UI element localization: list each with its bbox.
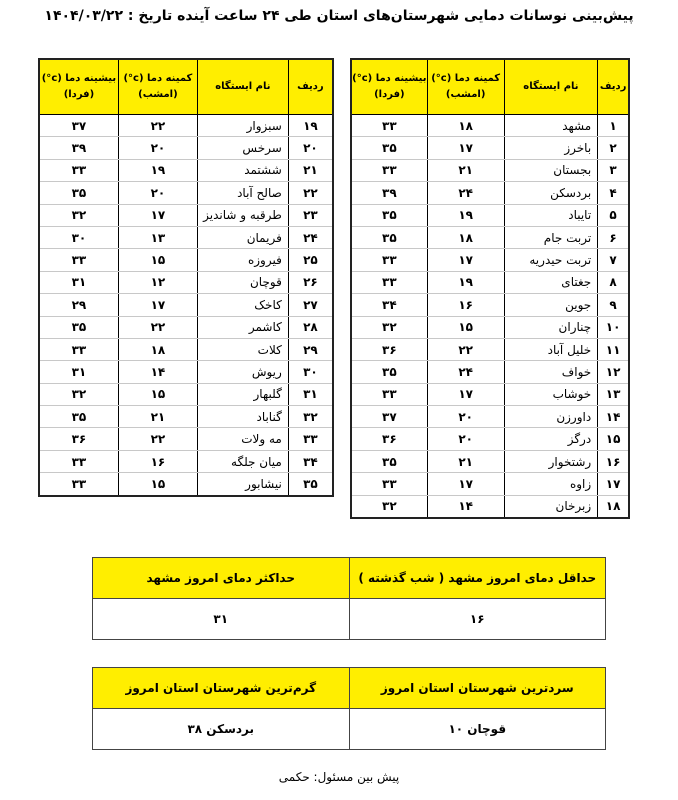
row-number: ۳۵ (288, 473, 333, 496)
province-extremes-table (92, 667, 606, 750)
table-row (351, 473, 629, 495)
station-name: کاشمر (197, 316, 288, 338)
row-number: ۲۸ (288, 316, 333, 338)
min-temp: ۱۳ (118, 226, 197, 248)
header-row-number: ردیف (288, 59, 333, 115)
table-row (39, 204, 333, 226)
max-temp: ۳۲ (351, 316, 427, 338)
row-number: ۲۶ (288, 271, 333, 293)
row-number: ۳۲ (288, 406, 333, 428)
min-temp: ۱۴ (427, 495, 504, 518)
min-temp: ۱۵ (427, 316, 504, 338)
table-row (39, 249, 333, 271)
max-temp: ۳۷ (39, 115, 118, 137)
row-number: ۲۱ (288, 159, 333, 181)
table-row (39, 182, 333, 204)
max-temp: ۲۹ (39, 294, 118, 316)
max-temp: ۳۳ (351, 159, 427, 181)
temperature-table-left (38, 58, 334, 497)
max-temp: ۳۱ (39, 361, 118, 383)
min-temp: ۱۹ (427, 204, 504, 226)
header-max-temp-line1: بیشینه دما (c°) (41, 73, 117, 84)
station-name: خواف (504, 361, 598, 383)
row-number: ۸ (598, 271, 629, 293)
max-temp: ۳۳ (39, 249, 118, 271)
min-temp: ۲۲ (118, 316, 197, 338)
max-temp: ۳۲ (39, 383, 118, 405)
station-name: صالح آباد (197, 182, 288, 204)
max-temp: ۳۰ (39, 226, 118, 248)
min-temp: ۱۷ (427, 473, 504, 495)
table-row (39, 450, 333, 472)
station-name: سرخس (197, 137, 288, 159)
min-temp: ۲۲ (118, 115, 197, 137)
max-temp: ۳۵ (39, 316, 118, 338)
table-row (351, 383, 629, 405)
min-temp: ۱۷ (427, 137, 504, 159)
min-temp: ۲۰ (118, 182, 197, 204)
row-number: ۲۵ (288, 249, 333, 271)
station-name: گناباد (197, 406, 288, 428)
row-number: ۳۱ (288, 383, 333, 405)
mashhad-max-value: ۳۱ (93, 599, 350, 640)
row-number: ۲۳ (288, 204, 333, 226)
table-row (351, 495, 629, 518)
header-max-temp-line2: (فردا) (374, 89, 405, 100)
station-name: گلبهار (197, 383, 288, 405)
row-number: ۱۸ (598, 495, 629, 518)
min-temp: ۱۹ (118, 159, 197, 181)
station-name: فریمان (197, 226, 288, 248)
max-temp: ۳۳ (39, 473, 118, 496)
max-temp: ۳۵ (351, 204, 427, 226)
station-name: زاوه (504, 473, 598, 495)
max-temp: ۳۵ (39, 182, 118, 204)
header-min-temp-line2: (امشب) (138, 89, 178, 100)
table-row (39, 361, 333, 383)
table-header-row (39, 59, 333, 115)
min-temp: ۱۵ (118, 383, 197, 405)
summary-value-row (93, 599, 606, 640)
warmest-city-label: گرم‌ترین شهرستان استان امروز (93, 668, 350, 709)
max-temp: ۳۳ (39, 450, 118, 472)
table-row (39, 294, 333, 316)
station-name: خلیل آباد (504, 338, 598, 360)
row-number: ۳ (598, 159, 629, 181)
station-name: درگز (504, 428, 598, 450)
min-temp: ۱۶ (427, 294, 504, 316)
row-number: ۳۳ (288, 428, 333, 450)
table-row (351, 137, 629, 159)
row-number: ۹ (598, 294, 629, 316)
header-station-name: نام ایستگاه (504, 59, 598, 115)
min-temp: ۲۱ (427, 159, 504, 181)
row-number: ۲۴ (288, 226, 333, 248)
min-temp: ۱۵ (118, 249, 197, 271)
station-name: باخرز (504, 137, 598, 159)
max-temp: ۳۳ (39, 338, 118, 360)
coldest-city-value: قوچان ۱۰ (349, 709, 606, 750)
station-name: فیروزه (197, 249, 288, 271)
table-body (351, 115, 629, 519)
station-name: نیشابور (197, 473, 288, 496)
table-body (39, 115, 333, 496)
row-number: ۲ (598, 137, 629, 159)
mashhad-max-label: حداکثر دمای امروز مشهد (93, 558, 350, 599)
summary-header-row (93, 558, 606, 599)
table-row (351, 115, 629, 137)
max-temp: ۳۵ (351, 361, 427, 383)
max-temp: ۳۵ (39, 406, 118, 428)
row-number: ۲۹ (288, 338, 333, 360)
station-name: تایباد (504, 204, 598, 226)
station-name: خوشاب (504, 383, 598, 405)
coldest-city-label: سردترین شهرستان استان امروز (349, 668, 606, 709)
station-name: سبزوار (197, 115, 288, 137)
table-row (39, 137, 333, 159)
max-temp: ۳۹ (39, 137, 118, 159)
table-row (39, 226, 333, 248)
header-min-temp (427, 59, 504, 115)
max-temp: ۳۴ (351, 294, 427, 316)
row-number: ۶ (598, 226, 629, 248)
min-temp: ۲۴ (427, 182, 504, 204)
header-max-temp (39, 59, 118, 115)
row-number: ۳۴ (288, 450, 333, 472)
min-temp: ۱۷ (118, 294, 197, 316)
header-min-temp (118, 59, 197, 115)
header-row-number: ردیف (598, 59, 629, 115)
max-temp: ۳۳ (351, 249, 427, 271)
table-row (39, 338, 333, 360)
station-name: رشتخوار (504, 450, 598, 472)
max-temp: ۳۳ (351, 271, 427, 293)
min-temp: ۱۲ (118, 271, 197, 293)
station-name: مه ولات (197, 428, 288, 450)
table-row (351, 204, 629, 226)
row-number: ۷ (598, 249, 629, 271)
row-number: ۱۱ (598, 338, 629, 360)
max-temp: ۳۳ (351, 473, 427, 495)
row-number: ۱۴ (598, 406, 629, 428)
max-temp: ۳۳ (39, 159, 118, 181)
row-number: ۱۲ (598, 361, 629, 383)
station-name: داورزن (504, 406, 598, 428)
header-min-temp-line1: کمینه دما (c°) (431, 73, 501, 84)
station-name: بجستان (504, 159, 598, 181)
min-temp: ۱۹ (427, 271, 504, 293)
station-name: کاخک (197, 294, 288, 316)
row-number: ۴ (598, 182, 629, 204)
page-title: پیش‌بینی نوسانات دمایی شهرستان‌های استان طی ۲۴ ساعت آینده تاریخ : ۱۴۰۴/۰۳/۲۲ (44, 8, 634, 24)
station-name: کلات (197, 338, 288, 360)
table-row (351, 450, 629, 472)
row-number: ۱۷ (598, 473, 629, 495)
table-row (351, 361, 629, 383)
station-name: جوین (504, 294, 598, 316)
table-row (351, 182, 629, 204)
mashhad-min-label: حداقل دمای امروز مشهد ( شب گذشته ) (349, 558, 606, 599)
max-temp: ۳۵ (351, 450, 427, 472)
row-number: ۱۵ (598, 428, 629, 450)
table-row (351, 271, 629, 293)
min-temp: ۱۵ (118, 473, 197, 496)
station-name: ششتمد (197, 159, 288, 181)
min-temp: ۲۰ (118, 137, 197, 159)
min-temp: ۱۶ (118, 450, 197, 472)
max-temp: ۳۲ (39, 204, 118, 226)
max-temp: ۳۳ (351, 383, 427, 405)
header-max-temp-line2: (فردا) (63, 89, 95, 100)
row-number: ۱۶ (598, 450, 629, 472)
table-row (39, 115, 333, 137)
min-temp: ۱۸ (427, 226, 504, 248)
station-name: طرقبه و شاندیز (197, 204, 288, 226)
station-name: میان جلگه (197, 450, 288, 472)
table-row (39, 383, 333, 405)
min-temp: ۱۷ (427, 383, 504, 405)
table-row (351, 294, 629, 316)
max-temp: ۳۱ (39, 271, 118, 293)
max-temp: ۳۵ (351, 137, 427, 159)
station-name: قوچان (197, 271, 288, 293)
table-row (39, 428, 333, 450)
min-temp: ۱۷ (427, 249, 504, 271)
station-name: زبرخان (504, 495, 598, 518)
max-temp: ۳۹ (351, 182, 427, 204)
header-station-name: نام ایستگاه (197, 59, 288, 115)
min-temp: ۲۱ (118, 406, 197, 428)
station-name: تربت حیدریه (504, 249, 598, 271)
table-row (351, 316, 629, 338)
table-row (351, 338, 629, 360)
min-temp: ۱۷ (118, 204, 197, 226)
max-temp: ۳۷ (351, 406, 427, 428)
max-temp: ۳۶ (351, 338, 427, 360)
table-row (351, 428, 629, 450)
temperature-table-right (350, 58, 630, 519)
mashhad-summary-table (92, 557, 606, 640)
row-number: ۲۲ (288, 182, 333, 204)
row-number: ۲۰ (288, 137, 333, 159)
min-temp: ۱۴ (118, 361, 197, 383)
min-temp: ۲۰ (427, 428, 504, 450)
row-number: ۱۹ (288, 115, 333, 137)
mashhad-min-value: ۱۶ (349, 599, 606, 640)
table-row (351, 406, 629, 428)
station-name: ریوش (197, 361, 288, 383)
row-number: ۳۰ (288, 361, 333, 383)
min-temp: ۱۸ (118, 338, 197, 360)
min-temp: ۱۸ (427, 115, 504, 137)
max-temp: ۳۶ (351, 428, 427, 450)
station-name: چناران (504, 316, 598, 338)
table-header-row (351, 59, 629, 115)
table-row (39, 473, 333, 496)
table-row (351, 159, 629, 181)
row-number: ۲۷ (288, 294, 333, 316)
min-temp: ۲۲ (118, 428, 197, 450)
max-temp: ۳۶ (39, 428, 118, 450)
min-temp: ۲۱ (427, 450, 504, 472)
max-temp: ۳۲ (351, 495, 427, 518)
summary-value-row (93, 709, 606, 750)
header-min-temp-line1: کمینه دما (c°) (123, 73, 193, 84)
forecaster-credit: پیش بین مسئول: حکمی (278, 770, 400, 784)
header-min-temp-line2: (امشب) (445, 89, 486, 100)
row-number: ۱۳ (598, 383, 629, 405)
min-temp: ۲۰ (427, 406, 504, 428)
row-number: ۱ (598, 115, 629, 137)
min-temp: ۲۴ (427, 361, 504, 383)
table-row (39, 271, 333, 293)
summary-header-row (93, 668, 606, 709)
row-number: ۵ (598, 204, 629, 226)
max-temp: ۳۳ (351, 115, 427, 137)
max-temp: ۳۵ (351, 226, 427, 248)
min-temp: ۲۲ (427, 338, 504, 360)
station-name: تربت جام (504, 226, 598, 248)
table-row (39, 316, 333, 338)
table-row (39, 406, 333, 428)
table-row (39, 159, 333, 181)
station-name: جغتای (504, 271, 598, 293)
header-max-temp-line1: بیشینه دما (c°) (352, 73, 427, 84)
station-name: مشهد (504, 115, 598, 137)
station-name: بردسکن (504, 182, 598, 204)
row-number: ۱۰ (598, 316, 629, 338)
warmest-city-value: بردسکن ۳۸ (93, 709, 350, 750)
table-row (351, 226, 629, 248)
header-max-temp (351, 59, 427, 115)
table-row (351, 249, 629, 271)
